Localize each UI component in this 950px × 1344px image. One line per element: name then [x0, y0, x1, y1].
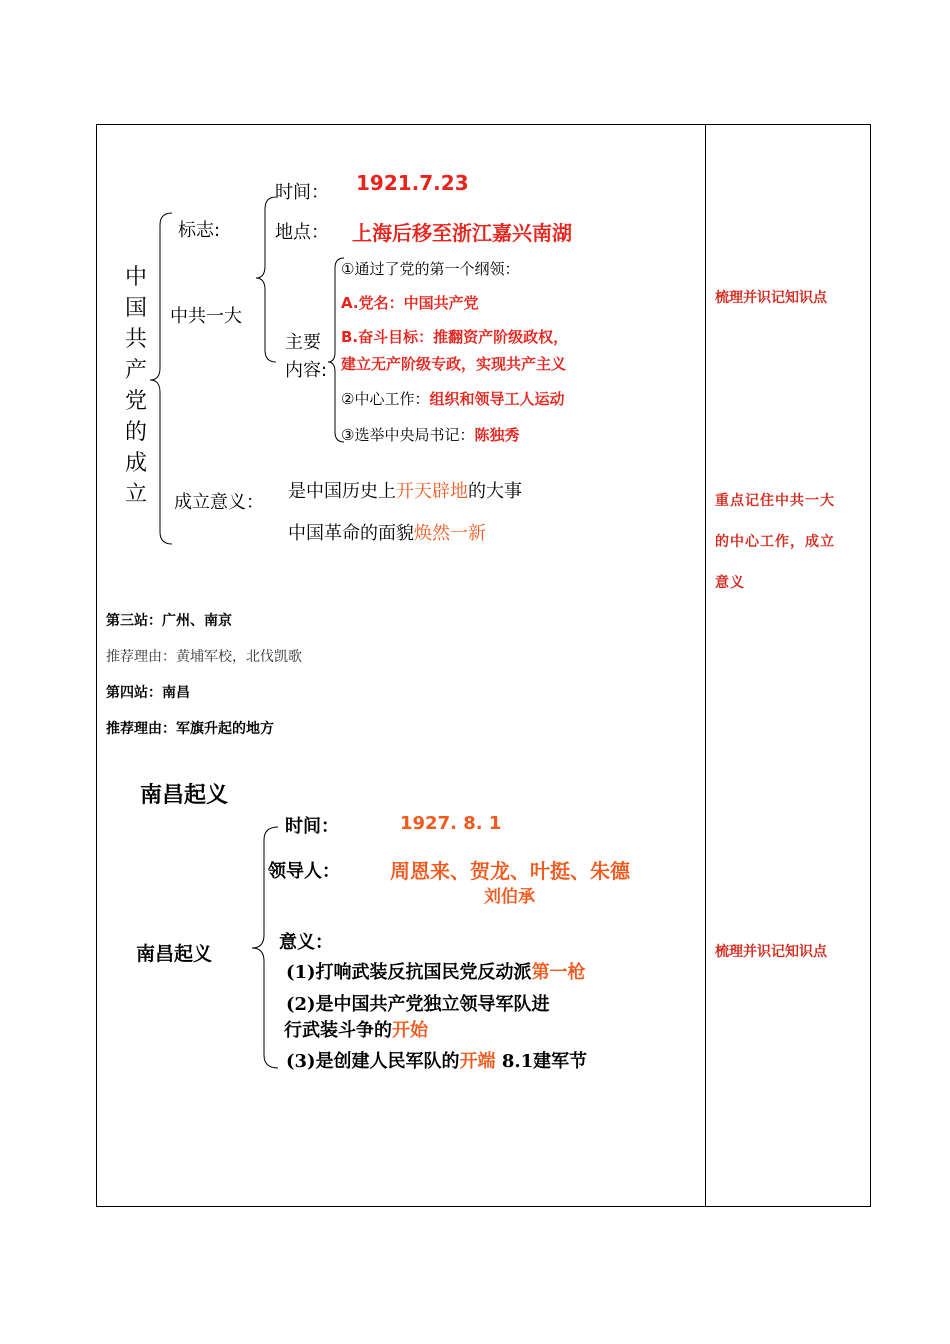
biaozhi-label: 标志: — [178, 220, 221, 241]
item-3-prefix: ③选举中央局书记： — [341, 426, 475, 444]
content-item-a: A.党名：中国共产党 — [341, 294, 479, 312]
sig2-a: 中国革命的面貌 — [288, 523, 414, 544]
nanchang-heading: 南昌起义 — [140, 783, 229, 808]
content-label-2: 内容: — [285, 360, 328, 381]
nanchang-side-label: 南昌起义 — [136, 943, 213, 965]
content-item-b1: B.奋斗目标：推翻资产阶级政权， — [341, 328, 569, 346]
content-item-2 — [341, 388, 564, 409]
sig1-c: 的大事 — [468, 481, 522, 502]
leader-label: 领导人： — [268, 861, 340, 882]
leaders-2: 刘伯承 — [484, 887, 535, 907]
m3-c: 8.1建军节 — [495, 1051, 588, 1072]
title-char: 国 — [124, 296, 147, 321]
item-2-prefix: ②中心工作： — [341, 390, 430, 408]
title-char: 成 — [124, 451, 147, 476]
m1-b: 第一枪 — [531, 962, 586, 983]
place-label: 地点： — [275, 222, 329, 243]
m3-b: 开端 — [459, 1051, 496, 1072]
nanchang-time-value: 1927. 8. 1 — [400, 813, 502, 834]
item-2-value: 组织和领导工人运动 — [429, 390, 565, 408]
m2-c: 开始 — [392, 1020, 428, 1041]
station-4: 第四站：南昌 — [106, 685, 190, 701]
title-char: 产 — [124, 358, 147, 383]
time-value: 1921.7.23 — [356, 171, 469, 195]
significance-label: 成立意义： — [174, 492, 264, 513]
time-label: 时间： — [275, 182, 329, 203]
meaning-1 — [286, 958, 586, 984]
content-item-3 — [341, 424, 519, 445]
note-2-line-3: 意义 — [715, 575, 745, 591]
zhonggong-label: 中共一大 — [170, 306, 242, 327]
content-label-1: 主要 — [285, 332, 321, 353]
place-value: 上海后移至浙江嘉兴南湖 — [352, 221, 572, 245]
leaders: 周恩来、贺龙、叶挺、朱德 — [390, 859, 630, 883]
m1-a: (1)打响武装反抗国民党反动派 — [286, 962, 532, 983]
party-founding-title — [122, 262, 150, 510]
nanchang-time-label: 时间： — [285, 816, 339, 837]
sig2-b: 焕然一新 — [414, 523, 486, 544]
note-2-line-1: 重点记住中共一大 — [715, 493, 835, 509]
significance-line-2 — [288, 519, 486, 545]
station-4-reason: 推荐理由：军旗升起的地方 — [106, 721, 274, 737]
title-char: 立 — [124, 482, 147, 507]
meaning-3 — [286, 1047, 587, 1073]
title-char: 党 — [124, 389, 147, 414]
title-char: 中 — [124, 265, 147, 290]
title-char: 的 — [124, 420, 147, 445]
meaning-2a: (2)是中国共产党独立领导军队进 — [286, 994, 550, 1015]
note-2-line-2: 的中心工作，成立 — [715, 534, 835, 550]
meaning-label: 意义： — [279, 932, 333, 953]
meaning-2b — [284, 1016, 428, 1042]
content-item-1: ①通过了党的第一个纲领： — [341, 260, 520, 278]
m2-b: 行武装斗争的 — [284, 1020, 392, 1041]
sig1-b: 开天辟地 — [396, 481, 468, 502]
significance-line-1 — [288, 477, 522, 503]
item-3-value: 陈独秀 — [474, 426, 520, 444]
sig1-a: 是中国历史上 — [288, 481, 396, 502]
m3-a: (3)是创建人民军队的 — [286, 1051, 460, 1072]
title-char: 共 — [124, 327, 147, 352]
station-3: 第三站：广州、南京 — [106, 613, 232, 629]
note-1: 梳理并识记知识点 — [715, 290, 827, 306]
note-3: 梳理并识记知识点 — [715, 944, 827, 960]
content-item-b2: 建立无产阶级专政，实现共产主义 — [341, 355, 567, 373]
station-3-reason: 推荐理由：黄埔军校，北伐凯歌 — [106, 649, 302, 665]
